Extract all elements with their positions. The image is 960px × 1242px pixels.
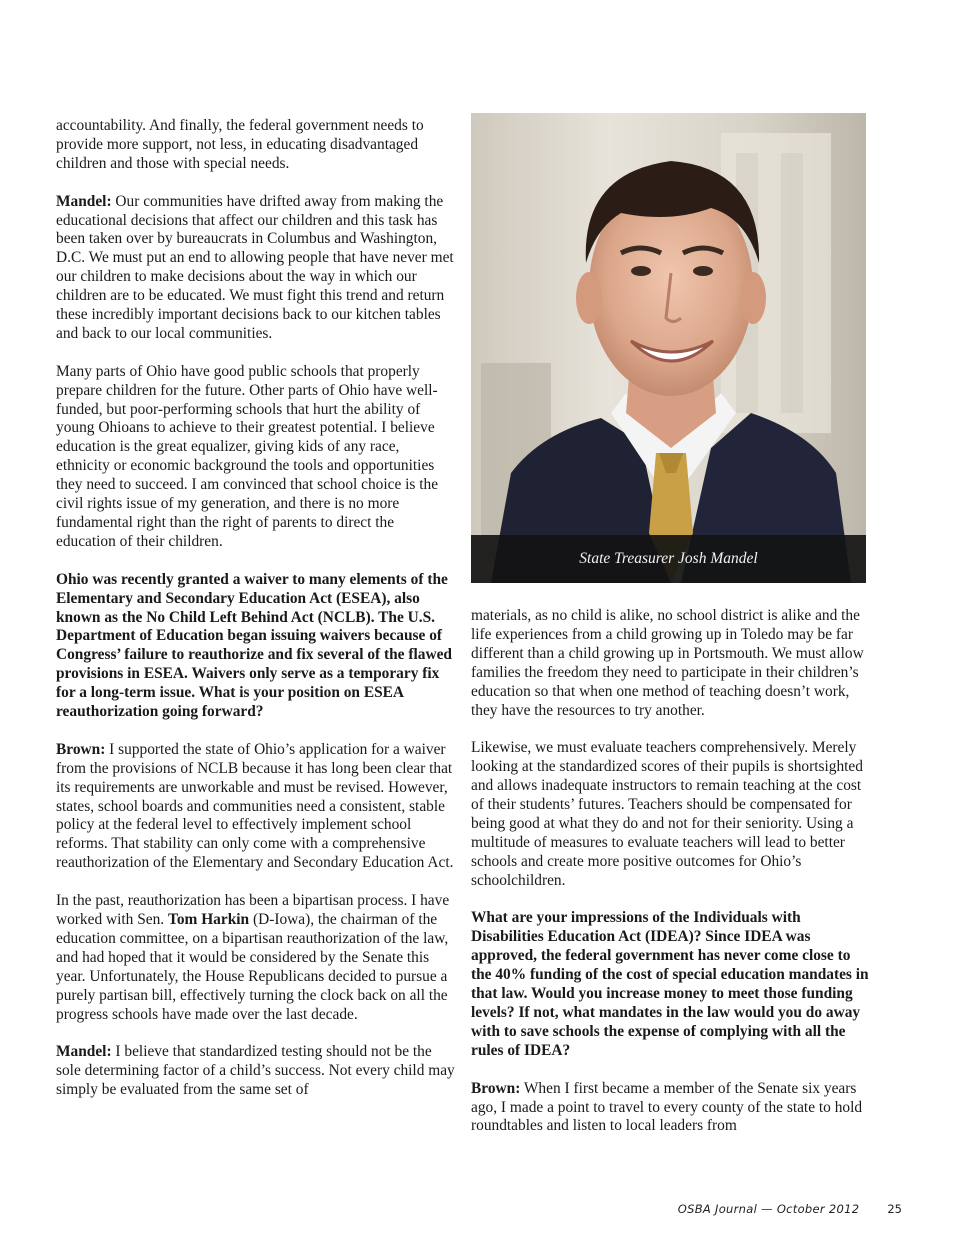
- paragraph: Likewise, we must evaluate teachers comprehensively. Merely looking at the standardized scores of their pupils is shortsighted and allows inadequate instructors to remain teaching at the cost of their students’ futures. Teachers should be compensated for being good at what they do and not for their seniority. Using a multitude of measures to evaluate teachers will lead to better schools and create more positive outcomes for Ohio’s schoolchildren.: [471, 739, 863, 889]
- paragraph-text: Our communities have drifted away from making the educational decisions that affect our children and this task has been taken over by bureaucrats in Columbus and Washington, D.C. We must put an end to allowing people that have never met our children to make decisions about the way in which our children are to be educated. We must fight this trend and return these incredibly important decisions back to our kitchen tables and back to our local communities.: [56, 192, 454, 342]
- journal-title: OSBA Journal — October 2012: [677, 1202, 860, 1216]
- paragraph: [56, 741, 456, 873]
- speaker-name: Brown:: [471, 1079, 521, 1097]
- page-number: 25: [887, 1202, 902, 1216]
- paragraph-text: When I first became a member of the Senate six years ago, I made a point to travel to every county of the state to hold roundtables and listen to local leaders from: [471, 1079, 863, 1135]
- speaker-name: Mandel:: [56, 192, 112, 210]
- paragraph: [56, 1043, 456, 1100]
- paragraph: Many parts of Ohio have good public schools that properly prepare children for the future. Other parts of Ohio have well-funded, but poor-performing schools that hurt the ability of young Ohioans to achieve to their greatest potential. I believe education is the great equalizer, giving kids of any race, ethnicity or economic background the tools and opportunities they need to succeed. I am convinced that school choice is the civil rights issue of my generation, and there is no more fundamental right than the right of parents to direct the education of their children.: [56, 362, 439, 550]
- paragraph: [56, 193, 456, 344]
- paragraph-text: I believe that standardized testing should not be the sole determining factor of a child’s success. Not every child may simply be evaluated from the same set of: [56, 1043, 455, 1099]
- paragraph: materials, as no child is alike, no school district is alike and the life experiences from a child growing up in Toledo may be far different than a child growing up in Portsmouth. We must allow families the freedom they need to participate in their children’s education so that when one method of teaching doesn’t work, they have the resources to try another.: [471, 607, 864, 719]
- caption-bar: [471, 535, 866, 583]
- person-name: Tom Harkin: [168, 910, 250, 928]
- paragraph-text: (D-Iowa), the chairman of the education committee, on a bipartisan reauthorization of the law, and had hoped that it would be considered by the Senate this year. Unfortunately, the House Republicans decided to pursue a purely partisan bill, effectively turning the clock back on all the progress schools have made over the last decade.: [56, 910, 449, 1023]
- interview-question: Ohio was recently granted a waiver to many elements of the Elementary and Secondary Education Act (ESEA), also known as the No Child Left Behind Act (NCLB). The U.S. Department of Education began issuing waivers because of Congress’ failure to reauthorize and fix several of the flawed provisions in ESEA. Waivers only serve as a temporary fix for a long-term issue. What is your position on ESEA reauthorization going forward?: [56, 570, 452, 721]
- portrait-photo: [471, 113, 866, 583]
- paragraph: [471, 1080, 871, 1137]
- paragraph: accountability. And finally, the federal government needs to provide more support, not less, in educating disadvantaged children and those with special needs.: [56, 117, 424, 172]
- paragraph-text: In the past, reauthorization has been a bipartisan process. I have worked with Sen.: [56, 892, 450, 928]
- portrait-image: [471, 113, 866, 583]
- page-footer: [678, 1202, 902, 1216]
- left-column: [56, 117, 456, 1119]
- speaker-name: Mandel:: [56, 1043, 112, 1061]
- interview-question: What are your impressions of the Individuals with Disabilities Education Act (IDEA)? Since IDEA was approved, the federal government has never come close to the 40% funding of the cost of special education mandates in that law. Would you increase money to meet those funding levels? If not, what mandates in the law would you do away with to save schools the expense of complying with all the rules of IDEA?: [471, 909, 869, 1059]
- photo-caption: State Treasurer Josh Mandel: [579, 550, 758, 567]
- right-column: [471, 607, 871, 1155]
- paragraph-text: I supported the state of Ohio’s application for a waiver from the provisions of NCLB because it has long been clear that its requirements are unworkable and must be revised. However, states, school boards and communities need a consistent, stable policy at the federal level to effectively implement school reforms. That stability can only come with a comprehensive reauthorization of the Elementary and Secondary Education Act.: [56, 740, 454, 872]
- paragraph: [56, 892, 456, 1024]
- speaker-name: Brown:: [56, 740, 106, 758]
